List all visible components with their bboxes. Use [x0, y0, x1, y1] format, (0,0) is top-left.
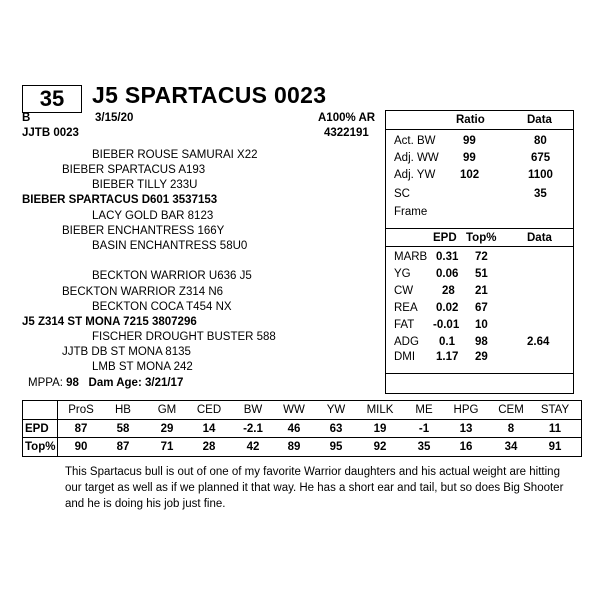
tattoo: JJTB 0023	[22, 127, 79, 139]
epd-col-header: CEM	[498, 404, 524, 416]
carcass-top: 98	[475, 336, 488, 348]
sire-dam-dam: BASIN ENCHANTRESS 58U0	[92, 240, 248, 252]
epd-value: 13	[459, 423, 473, 435]
perf-ratio: 99	[463, 152, 476, 164]
perf-ratio: 102	[460, 169, 480, 181]
epd-col-header: GM	[157, 404, 177, 416]
performance-panel	[385, 110, 574, 394]
carcass-label: MARB	[394, 251, 428, 263]
dam-sire-dam: BECKTON COCA T454 NX	[92, 301, 232, 313]
dam-dam-dam: LMB ST MONA 242	[92, 361, 193, 373]
perf-data: 80	[534, 135, 547, 147]
perf-label: Adj. WW	[394, 152, 439, 164]
top-value: 16	[459, 441, 473, 453]
dam-sire-sire: BECKTON WARRIOR U636 J5	[92, 270, 252, 282]
carcass-top: 72	[475, 251, 488, 263]
dam-sire: BECKTON WARRIOR Z314 N6	[62, 286, 224, 298]
carcass-label: CW	[394, 285, 414, 297]
top-value: 28	[202, 441, 216, 453]
epd-value: 87	[74, 423, 88, 435]
epd-value: 8	[507, 423, 515, 435]
carcass-data: 2.64	[527, 336, 550, 348]
ratio-header: Ratio	[456, 114, 485, 126]
epd-col-header: BW	[243, 404, 263, 416]
top-value: 90	[74, 441, 88, 453]
epd-value: 63	[329, 423, 343, 435]
carcass-label: REA	[394, 302, 418, 314]
perf-data: 675	[531, 152, 551, 164]
top-value: 71	[160, 441, 174, 453]
epd-col-header: HB	[115, 404, 131, 416]
registration-number: 4322191	[324, 127, 369, 139]
carcass-epd: 0.02	[436, 302, 459, 314]
epd-col-header: ProS	[68, 404, 94, 416]
carcass-label: ADG	[394, 336, 419, 348]
epd-value: 11	[548, 423, 562, 435]
epd-col-header: HPG	[453, 404, 479, 416]
animal-name: J5 SPARTACUS 0023	[92, 82, 327, 108]
dam-dam: JJTB DB ST MONA 8135	[62, 346, 191, 358]
epd-header-row	[23, 401, 581, 419]
perf-label: Frame	[394, 206, 428, 218]
perf-ratio: 99	[463, 135, 476, 147]
birth-date: 3/15/20	[95, 112, 134, 124]
dam: J5 Z314 ST MONA 7215 3807296	[22, 316, 197, 328]
carcass-label: DMI	[394, 351, 416, 363]
lot-number: 35	[22, 85, 82, 113]
sire-sire-sire: BIEBER ROUSE SAMURAI X22	[92, 149, 258, 161]
epd-col-header: ME	[415, 404, 433, 416]
epd-value: -1	[418, 423, 430, 435]
carcass-epd: 0.31	[436, 251, 459, 263]
carcass-top: 10	[475, 319, 488, 331]
top-value: 87	[116, 441, 130, 453]
carcass-top: 29	[475, 351, 488, 363]
carcass-epd: 0.06	[436, 268, 459, 280]
perf-data: 35	[534, 188, 547, 200]
sex: B	[22, 112, 31, 124]
carcass-label: YG	[394, 268, 411, 280]
sire-sire: BIEBER SPARTACUS A193	[62, 164, 206, 176]
top-value: 35	[417, 441, 431, 453]
perf-label: SC	[394, 188, 410, 200]
top-value: 92	[373, 441, 387, 453]
top-value: 42	[246, 441, 260, 453]
carcass-epd: -0.01	[433, 319, 460, 331]
epd-value: -2.1	[243, 423, 263, 435]
epd-table	[22, 400, 582, 457]
epd-col-header: WW	[283, 404, 305, 416]
top-header: Top%	[466, 232, 497, 244]
sire: BIEBER SPARTACUS D601 3537153	[22, 194, 218, 206]
description: This Spartacus bull is out of one of my favorite Warrior daughters and his actual weight are hitting our target as well as if we planned it that way. He has a short ear and tail, but so does Big Shooter and he is doing his job just fine.	[65, 466, 564, 510]
epd-col-header: CED	[196, 404, 222, 416]
top-row-label: Top%	[25, 441, 56, 453]
carcass-data-header: Data	[527, 232, 552, 244]
epd-value: 19	[373, 423, 387, 435]
carcass-epd: 1.17	[436, 351, 459, 363]
carcass-epd: 28	[442, 285, 455, 297]
sire-sire-dam: BIEBER TILLY 233U	[92, 179, 198, 191]
carcass-top: 67	[475, 302, 488, 314]
sire-dam-sire: LACY GOLD BAR 8123	[92, 210, 214, 222]
carcass-label: FAT	[394, 319, 415, 331]
epd-value: 58	[116, 423, 130, 435]
epd-header: EPD	[433, 232, 457, 244]
mppa: MPPA: 98 Dam Age: 3/21/17	[28, 377, 184, 389]
epd-row-label: EPD	[25, 423, 49, 435]
breed-percent: A100% AR	[318, 112, 376, 124]
epd-col-header: YW	[326, 404, 346, 416]
top-value: 91	[548, 441, 562, 453]
epd-col-header: MILK	[366, 404, 394, 416]
carcass-epd: 0.1	[439, 336, 455, 348]
top-value: 89	[287, 441, 301, 453]
perf-label: Adj. YW	[394, 169, 436, 181]
perf-label: Act. BW	[394, 135, 436, 147]
top-row	[23, 437, 581, 456]
dam-dam-sire: FISCHER DROUGHT BUSTER 588	[92, 331, 276, 343]
epd-value: 14	[202, 423, 216, 435]
carcass-top: 21	[475, 285, 488, 297]
top-value: 95	[329, 441, 343, 453]
data-header: Data	[527, 114, 552, 126]
epd-value: 29	[160, 423, 174, 435]
epd-value: 46	[287, 423, 301, 435]
perf-data: 1100	[528, 169, 553, 181]
sire-dam: BIEBER ENCHANTRESS 166Y	[62, 225, 225, 237]
top-value: 34	[504, 441, 518, 453]
epd-row	[23, 419, 581, 438]
epd-col-header: STAY	[540, 404, 570, 416]
carcass-top: 51	[475, 268, 488, 280]
